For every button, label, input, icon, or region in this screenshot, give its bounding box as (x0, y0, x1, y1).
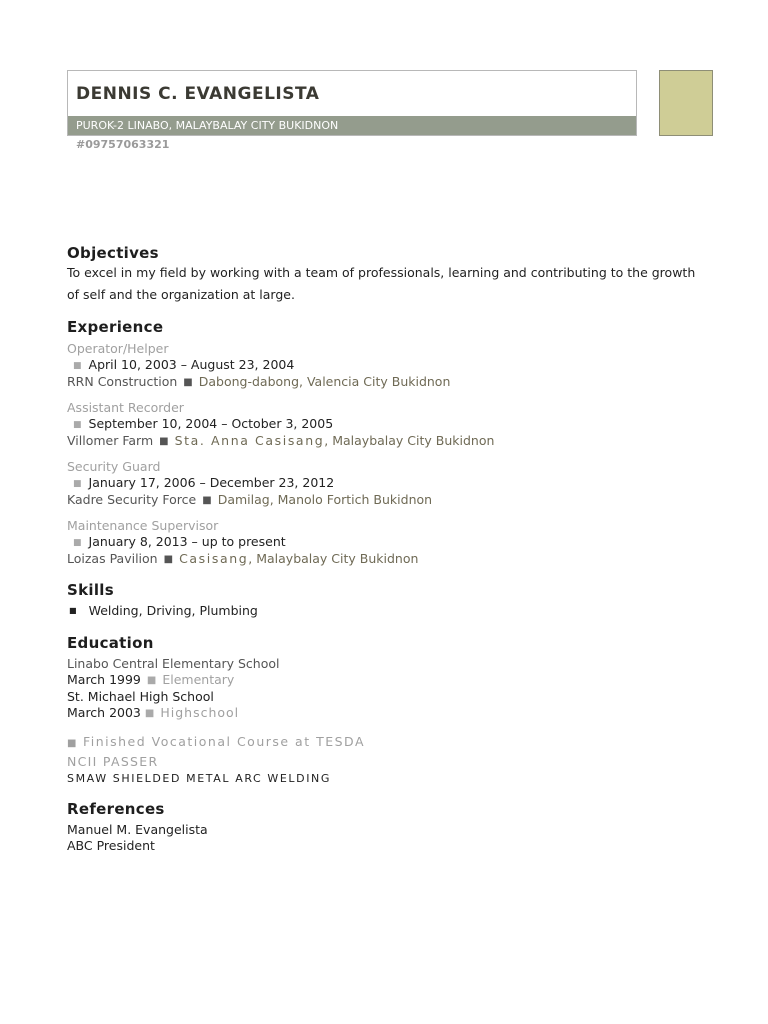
header-box (67, 70, 637, 136)
job-dates-line (67, 357, 707, 374)
job-company: Villomer Farm (67, 433, 154, 448)
square-separator-icon: ■ (146, 675, 157, 686)
school-date: March 1999 (67, 672, 141, 687)
square-separator-icon: ■ (163, 554, 174, 565)
school-level: Elementary (162, 672, 235, 687)
square-bullet-icon: ■ (73, 420, 82, 430)
skill-text: Welding, Driving, Plumbing (88, 603, 258, 618)
job-dates: January 8, 2013 – up to present (88, 534, 286, 549)
job-dates: January 17, 2006 – December 23, 2012 (88, 475, 335, 490)
job-place-line (67, 492, 707, 509)
vocational-text: Finished Vocational Course at TESDA (82, 734, 366, 749)
square-bullet-icon: ■ (73, 538, 82, 548)
job-place-line (67, 433, 707, 450)
reference-name: Manuel M. Evangelista (67, 822, 208, 837)
job-company: Loizas Pavilion (67, 551, 158, 566)
job-location: Dabong-dabong, Valencia City Bukidnon (198, 374, 451, 389)
job-dates-line (67, 416, 707, 433)
square-bullet-icon: ■ (69, 606, 77, 615)
education-title: Education (67, 634, 154, 652)
square-bullet-icon: ■ (73, 361, 82, 371)
education-section (67, 634, 707, 787)
job-location-prefix: Sta. Anna Casisang (174, 433, 325, 448)
skills-section (67, 581, 707, 619)
job-location: Damilag, Manolo Fortich Bukidnon (217, 492, 433, 507)
job-dates-line (67, 475, 707, 492)
references-title: References (67, 800, 165, 818)
resume-body (67, 244, 707, 854)
job-location-prefix: Casisang (179, 551, 249, 566)
vocational-course (67, 734, 707, 752)
photo-placeholder (659, 70, 713, 136)
job-entry (67, 400, 707, 450)
job-title: Security Guard (67, 459, 161, 474)
job-title: Maintenance Supervisor (67, 518, 219, 533)
job-place-line (67, 374, 707, 391)
square-separator-icon: ■ (202, 495, 212, 506)
experience-title: Experience (67, 318, 164, 336)
skill-item (67, 603, 707, 619)
ncii-passer: NCII PASSER (67, 754, 159, 769)
square-separator-icon: ■ (159, 436, 169, 447)
address-bar: PUROK-2 LINABO, MALAYBALAY CITY BUKIDNON (68, 116, 636, 135)
objectives-text: To excel in my field by working with a team of professionals, learning and contributing to the growth of self and the organization at large. (67, 265, 696, 302)
job-location: , Malaybalay City Bukidnon (324, 433, 495, 448)
job-company: RRN Construction (67, 374, 178, 389)
job-entry (67, 518, 707, 568)
job-company: Kadre Security Force (67, 492, 197, 507)
school-dates-line (67, 705, 707, 722)
job-place-line (67, 551, 707, 568)
applicant-name: DENNIS C. EVANGELISTA (76, 84, 320, 104)
job-entry (67, 341, 707, 391)
square-separator-icon: ■ (144, 708, 155, 719)
school-level: Highschool (160, 705, 240, 720)
job-title: Operator/Helper (67, 341, 169, 356)
reference-position: ABC President (67, 838, 155, 853)
job-dates-line (67, 534, 707, 551)
job-dates: April 10, 2003 – August 23, 2004 (88, 357, 295, 372)
job-title: Assistant Recorder (67, 400, 184, 415)
job-dates: September 10, 2004 – October 3, 2005 (88, 416, 334, 431)
square-bullet-icon: ■ (73, 479, 82, 489)
square-bullet-icon: ■ (67, 738, 78, 749)
job-location: , Malaybalay City Bukidnon (248, 551, 419, 566)
job-entry (67, 459, 707, 509)
square-separator-icon: ■ (183, 377, 193, 388)
skills-title: Skills (67, 581, 114, 599)
school-dates-line (67, 672, 707, 689)
smaw-certification: SMAW SHIELDED METAL ARC WELDING (67, 772, 332, 785)
phone-number: #09757063321 (76, 138, 170, 151)
school-name: St. Michael High School (67, 689, 214, 704)
school-name: Linabo Central Elementary School (67, 656, 280, 671)
objectives-title: Objectives (67, 244, 159, 262)
objectives-section (67, 244, 707, 306)
experience-section (67, 318, 707, 568)
school-date: March 2003 (67, 705, 141, 720)
references-section (67, 800, 707, 854)
